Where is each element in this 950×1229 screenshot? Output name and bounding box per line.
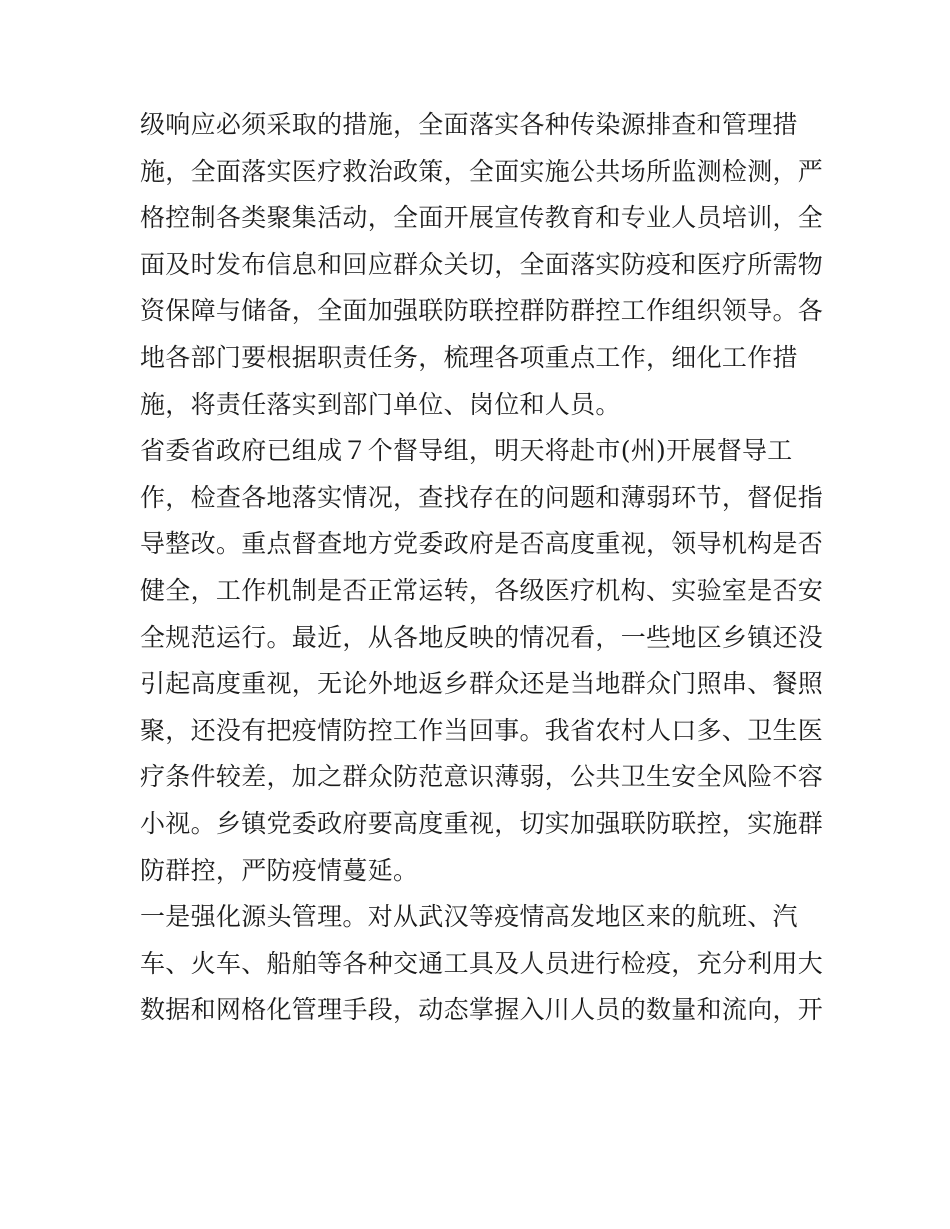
text-line: 防群控，严防疫情蔓延。 [140, 855, 419, 885]
text-line: 施，全面落实医疗救治政策，全面实施公共场所监测检测，严 [140, 156, 824, 186]
text-line: 格控制各类聚集活动，全面开展宣传教育和专业人员培训，全 [140, 203, 824, 233]
text-line: 施，将责任落实到部门单位、岗位和人员。 [140, 389, 621, 419]
text-line: 级响应必须采取的措施，全面落实各种传染源排查和管理措 [140, 110, 798, 139]
text-line: 健全，工作机制是否正常运转，各级医疗机构、实验室是否安 [140, 575, 824, 605]
text-line: 数据和网格化管理手段，动态掌握入川人员的数量和流向，开 [140, 995, 824, 1025]
text-line: 一是强化源头管理。对从武汉等疫情高发地区来的航班、汽 [140, 902, 798, 932]
text-line: 疗条件较差，加之群众防范意识薄弱，公共卫生安全风险不容 [140, 762, 824, 792]
text-line: 车、火车、船舶等各种交通工具及人员进行检疫，充分利用大 [140, 948, 824, 978]
text-line: 省委省政府已组成７个督导组，明天将赴市(州)开展督导工 [140, 436, 793, 466]
text-line: 地各部门要根据职责任务，梳理各项重点工作，细化工作措 [140, 342, 798, 372]
text-line: 小视。乡镇党委政府要高度重视，切实加强联防联控，实施群 [140, 808, 824, 838]
text-line: 导整改。重点督查地方党委政府是否高度重视，领导机构是否 [140, 529, 824, 559]
text-line: 面及时发布信息和回应群众关切，全面落实防疫和医疗所需物 [140, 249, 824, 279]
text-line: 作，检查各地落实情况，查找存在的问题和薄弱环节，督促指 [140, 482, 824, 512]
text-line: 聚，还没有把疫情防控工作当回事。我省农村人口多、卫生医 [140, 715, 824, 745]
text-line: 资保障与储备，全面加强联防联控群防群控工作组织领导。各 [140, 296, 824, 326]
text-line: 全规范运行。最近，从各地反映的情况看，一些地区乡镇还没 [140, 622, 824, 652]
text-line: 引起高度重视，无论外地返乡群众还是当地群众门照串、餐照 [140, 669, 824, 699]
document-body [140, 102, 824, 1034]
